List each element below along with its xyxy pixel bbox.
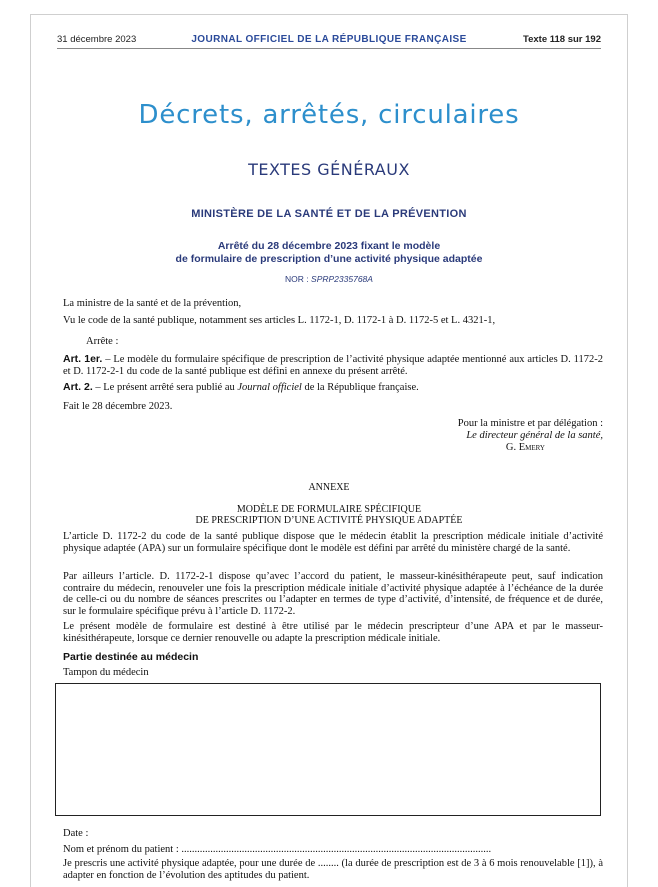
main-title: Décrets, arrêtés, circulaires xyxy=(138,100,520,130)
date-field-label: Date : xyxy=(63,828,89,839)
article-2-label: Art. 2. xyxy=(63,381,93,393)
article-1-label: Art. 1er. xyxy=(63,353,103,365)
annexe-label: ANNEXE xyxy=(308,482,350,493)
annexe-title-line2: DE PRESCRIPTION D’UNE ACTIVITÉ PHYSIQUE ADAPTÉE xyxy=(195,515,463,526)
article-1-text: – Le modèle du formulaire spécifique de prescription de l’activité physique adaptée mentionné aux articles D. 1172-2 et D. 1172-2-1 du code de la santé publique est défini en annexe du présent arrêté. xyxy=(63,354,603,377)
preamble-minister: La ministre de la santé et de la prévention, xyxy=(63,298,242,309)
tampon-box xyxy=(55,683,601,816)
preamble xyxy=(63,298,603,326)
preamble-visa: Vu le code de la santé publique, notamment ses articles L. 1172-1, D. 1172-1 à D. 1172-5 et L. 4321-1, xyxy=(63,314,496,326)
annexe-paragraph-3: Le présent modèle de formulaire est destiné à être utilisé par le médecin prescripteur d’une APA et par le masseur-kinésithérapeute, lorsque ce dernier renouvelle ou adapte la prescription médicale initiale. xyxy=(63,621,603,644)
article-2-journal-italic: Journal officiel xyxy=(237,382,302,393)
header-rule xyxy=(57,48,601,49)
header-date: 31 décembre 2023 xyxy=(57,34,137,45)
article-2-text-a: – Le présent arrêté sera publié au xyxy=(92,382,238,393)
signature-line1: Pour la ministre et par délégation : xyxy=(457,418,603,429)
annexe-paragraph-2: Par ailleurs l’article. D. 1172-2-1 dispose qu’avec l’accord du patient, le masseur-kinésithérapeute peut, sauf indication contraire du médecin, renouveler une fois la prescription médicale initiale d’activité physique adaptée à l’échéance de la durée de celle-ci ou du nombre de séances prescrites ou l’adapter en termes de type d’activité, d’intensité, de fréquence et de durée, sur le formulaire spécifique prévu à l’article D. 1172-2. xyxy=(63,571,603,617)
signature-name: G. Emery xyxy=(505,442,545,453)
arrete-title-line2: de formulaire de prescription d’une activité physique adaptée xyxy=(175,253,483,265)
arrete-word: Arrête : xyxy=(86,336,119,347)
arrete-title xyxy=(0,240,658,266)
fait-le: Fait le 28 décembre 2023. xyxy=(63,401,173,412)
patient-name-field: Nom et prénom du patient : ...................................................................................................................... xyxy=(63,844,492,855)
annexe-title xyxy=(0,504,658,526)
annexe-paragraph-1: L’article D. 1172-2 du code de la santé publique dispose que le médecin établit la prescription médicale initiale d’activité physique adaptée (APA) sur un formulaire spécifique dont le modèle est défini par arrêté du ministère chargé de la santé. xyxy=(63,531,603,554)
article-1 xyxy=(63,354,603,377)
header-journal-title: JOURNAL OFFICIEL DE LA RÉPUBLIQUE FRANÇAISE xyxy=(191,34,467,45)
tampon-label: Tampon du médecin xyxy=(63,667,149,678)
arrete-title-line1: Arrêté du 28 décembre 2023 fixant le modèle xyxy=(217,240,441,252)
article-2 xyxy=(63,382,603,394)
page-header xyxy=(57,34,601,48)
ministry-title: MINISTÈRE DE LA SANTÉ ET DE LA PRÉVENTION xyxy=(191,208,467,220)
article-2-text-b: de la République française. xyxy=(301,382,419,393)
nor-reference xyxy=(0,274,658,284)
signature-line2: Le directeur général de la santé, xyxy=(466,430,603,441)
part-title-medecin: Partie destinée au médecin xyxy=(63,651,199,663)
section-title: TEXTES GÉNÉRAUX xyxy=(248,160,410,179)
signature-block xyxy=(458,418,603,454)
header-text-number: Texte 118 sur 192 xyxy=(523,34,601,45)
annexe-title-line1: MODÈLE DE FORMULAIRE SPÉCIFIQUE xyxy=(236,504,422,515)
prescription-line: Je prescris une activité physique adaptée, pour une durée de ........ (la durée de prescription est de 3 à 6 mois renouvelable [1]), à adapter en fonction de l’évolution des aptitudes du patient. xyxy=(63,858,603,881)
nor-value: SPRP2335768A xyxy=(311,274,373,284)
nor-label: NOR : xyxy=(285,274,312,284)
